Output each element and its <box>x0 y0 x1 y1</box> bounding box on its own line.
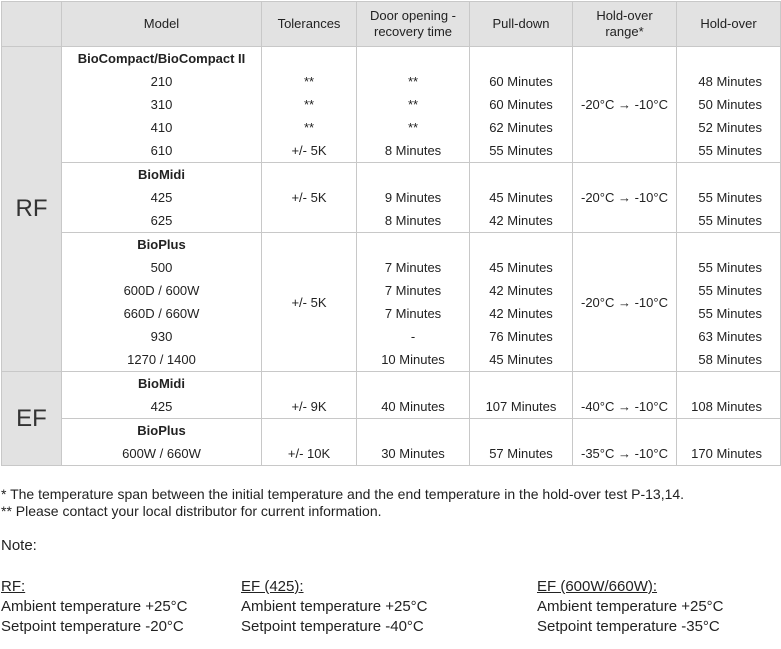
holdover-value: 170 Minutes <box>691 446 762 461</box>
door-cell <box>357 163 470 233</box>
holdover-cell <box>677 163 781 233</box>
pulldown-value: 45 Minutes <box>489 352 553 367</box>
model-name: 610 <box>150 143 173 158</box>
door-value: ** <box>407 97 419 112</box>
holdover-value: 55 Minutes <box>698 260 762 275</box>
model-name: 600W / 660W <box>122 446 201 461</box>
holdover-value: 55 Minutes <box>698 306 762 321</box>
holdover-value: 50 Minutes <box>698 97 762 112</box>
pulldown-value: 107 Minutes <box>485 399 557 414</box>
section-name: BioCompact/BioCompact II <box>77 51 246 66</box>
footnotes <box>1 486 684 520</box>
table-row <box>2 419 781 466</box>
model-cell <box>62 419 262 466</box>
model-name: 425 <box>150 399 173 414</box>
range-cell <box>573 233 677 372</box>
table-row <box>2 163 781 233</box>
holdover-value: 52 Minutes <box>698 120 762 135</box>
range-cell <box>573 163 677 233</box>
section-name: BioPlus <box>137 423 186 438</box>
pulldown-value: 42 Minutes <box>489 306 553 321</box>
range-value: -20°C → -10°C <box>581 97 668 112</box>
pulldown-value: 55 Minutes <box>489 143 553 158</box>
model-cell <box>62 233 262 372</box>
pulldown-value: 62 Minutes <box>489 120 553 135</box>
model-name: 930 <box>150 329 173 344</box>
header-model: Model <box>62 2 262 47</box>
condition-ambient: Ambient temperature +25°C <box>1 598 188 615</box>
door-value: ** <box>407 74 419 89</box>
table-row <box>2 47 781 163</box>
tolerance-value: +/- 5K <box>291 143 327 158</box>
header-pulldown: Pull-down <box>470 2 573 47</box>
door-value: 7 Minutes <box>384 306 442 321</box>
holdover-cell <box>677 233 781 372</box>
tolerance-cell <box>262 372 357 419</box>
pulldown-value: 42 Minutes <box>489 213 553 228</box>
tolerance-cell <box>262 419 357 466</box>
model-name: 660D / 660W <box>123 306 200 321</box>
model-name: 625 <box>150 213 173 228</box>
pulldown-cell <box>470 419 573 466</box>
condition-setpoint: Setpoint temperature -35°C <box>537 618 720 635</box>
model-name: 425 <box>150 190 173 205</box>
door-cell <box>357 47 470 163</box>
condition-ambient: Ambient temperature +25°C <box>537 598 724 615</box>
holdover-cell <box>677 47 781 163</box>
condition-setpoint: Setpoint temperature -40°C <box>241 618 424 635</box>
door-value: 8 Minutes <box>384 213 442 228</box>
holdover-value: 55 Minutes <box>698 190 762 205</box>
range-value: -35°C → -10°C <box>581 446 668 461</box>
condition-setpoint: Setpoint temperature -20°C <box>1 618 184 635</box>
door-cell <box>357 372 470 419</box>
header-tolerances: Tolerances <box>262 2 357 47</box>
pulldown-value: 45 Minutes <box>489 190 553 205</box>
holdover-cell <box>677 372 781 419</box>
model-cell <box>62 163 262 233</box>
model-name: 210 <box>150 74 173 89</box>
group-label-ef: EF <box>2 372 62 466</box>
holdover-value: 58 Minutes <box>698 352 762 367</box>
holdover-value: 63 Minutes <box>698 329 762 344</box>
tolerance-value: +/- 5K <box>291 190 327 205</box>
holdover-spec-table <box>1 1 781 466</box>
section-name: BioMidi <box>138 376 185 391</box>
condition-title: EF (425): <box>241 578 304 595</box>
pulldown-value: 45 Minutes <box>489 260 553 275</box>
range-cell <box>573 372 677 419</box>
pulldown-value: 60 Minutes <box>489 97 553 112</box>
pulldown-value: 60 Minutes <box>489 74 553 89</box>
range-cell <box>573 47 677 163</box>
pulldown-value: 76 Minutes <box>489 329 553 344</box>
condition-ef-600w-660w <box>537 577 724 637</box>
condition-title: EF (600W/660W): <box>537 578 658 595</box>
door-cell <box>357 233 470 372</box>
header-holdover: Hold-over <box>677 2 781 47</box>
door-value: ** <box>407 120 419 135</box>
holdover-value: 108 Minutes <box>691 399 762 414</box>
tolerance-value: +/- 10K <box>287 446 331 461</box>
condition-rf <box>1 577 188 637</box>
header-row <box>2 2 781 47</box>
tolerance-value: +/- 5K <box>291 294 327 310</box>
tolerance-cell <box>262 233 357 372</box>
tolerance-cell <box>262 163 357 233</box>
model-name: 500 <box>150 260 173 275</box>
table-row <box>2 372 781 419</box>
door-cell <box>357 419 470 466</box>
door-value: 40 Minutes <box>381 399 445 414</box>
footnote-asterisk: * The temperature span between the initial temperature and the end temperature in the hold-over test P-13,14. <box>1 486 685 502</box>
range-cell <box>573 419 677 466</box>
tolerance-value: ** <box>303 74 315 89</box>
header-holdover-range: Hold-over range* <box>573 2 677 47</box>
footnote-double-asterisk: ** Please contact your local distributor for current information. <box>1 503 382 519</box>
section-name: BioMidi <box>138 167 185 182</box>
door-value: 8 Minutes <box>384 143 442 158</box>
model-name: 1270 / 1400 <box>127 352 196 367</box>
holdover-value: 55 Minutes <box>698 143 762 158</box>
tolerance-value: +/- 9K <box>291 399 327 414</box>
model-name: 600D / 600W <box>123 283 200 298</box>
model-name: 410 <box>150 120 173 135</box>
note-title: Note: <box>1 537 37 554</box>
pulldown-value: 57 Minutes <box>489 446 553 461</box>
group-label-rf: RF <box>2 47 62 372</box>
door-value: 9 Minutes <box>384 190 442 205</box>
tolerance-value: ** <box>303 97 315 112</box>
holdover-cell <box>677 419 781 466</box>
pulldown-value: 42 Minutes <box>489 283 553 298</box>
door-value: 7 Minutes <box>384 283 442 298</box>
door-value: 30 Minutes <box>381 446 445 461</box>
pulldown-cell <box>470 233 573 372</box>
condition-ambient: Ambient temperature +25°C <box>241 598 428 615</box>
door-value: - <box>410 329 416 344</box>
range-value: -20°C → -10°C <box>581 190 668 205</box>
door-value: 7 Minutes <box>384 260 442 275</box>
model-cell <box>62 372 262 419</box>
pulldown-cell <box>470 47 573 163</box>
model-name: 310 <box>150 97 173 112</box>
holdover-value: 55 Minutes <box>698 213 762 228</box>
header-group <box>2 2 62 47</box>
range-value: -40°C → -10°C <box>581 399 668 414</box>
model-cell <box>62 47 262 163</box>
holdover-value: 48 Minutes <box>698 74 762 89</box>
range-value: -20°C → -10°C <box>581 294 668 310</box>
holdover-value: 55 Minutes <box>698 283 762 298</box>
tolerance-value: ** <box>303 120 315 135</box>
pulldown-cell <box>470 163 573 233</box>
header-door-opening: Door opening - recovery time <box>357 2 470 47</box>
condition-title: RF: <box>1 578 26 595</box>
door-value: 10 Minutes <box>381 352 445 367</box>
table-row <box>2 233 781 372</box>
condition-ef-425 <box>241 577 428 637</box>
pulldown-cell <box>470 372 573 419</box>
tolerance-cell <box>262 47 357 163</box>
section-name: BioPlus <box>137 237 186 252</box>
